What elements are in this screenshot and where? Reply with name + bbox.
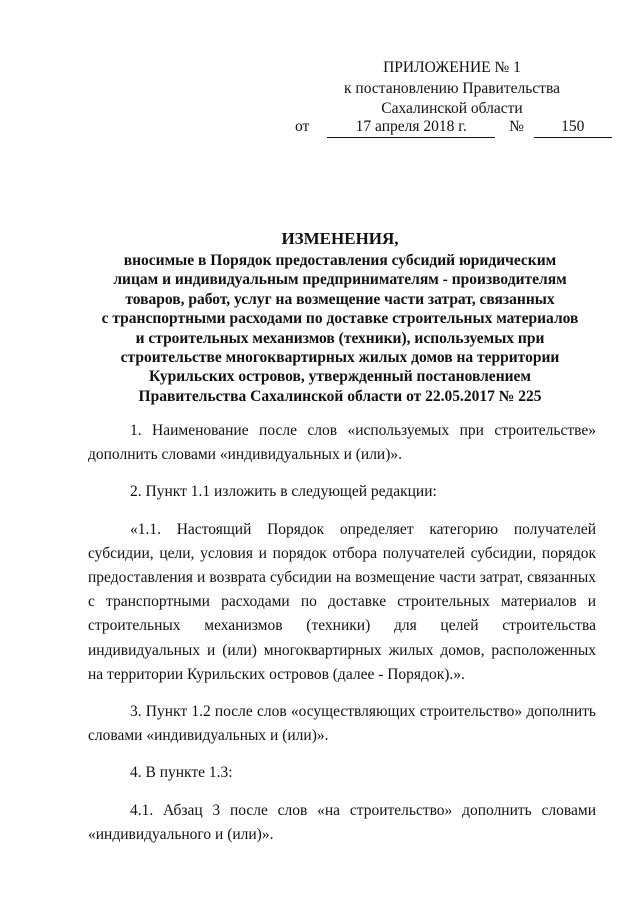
- title-line: вносимые в Порядок предоставления субсидий юридическим: [123, 252, 557, 269]
- document-title: [80, 227, 600, 406]
- title-line: Курильских островов, утвержденный постановлением: [149, 368, 531, 386]
- paragraph-item-4: 4. В пункте 1.3:: [130, 764, 233, 782]
- resolution-date: 17 апреля 2018 г.: [327, 117, 495, 138]
- appendix-region: Сахалинской области: [381, 100, 523, 117]
- appendix-reference: к постановлению Правительства: [344, 79, 560, 97]
- paragraph-quoted-1-1: «1.1. Настоящий Порядок определяет категорию получателей субсидии, цели, условия и порядок отбора получателей субсидии, порядок предоставления и возврата субсидии на возмещение части затрат, связанных с транспортными расходами по доставке строительных материалов и строительных механизмов (техники) для целей строительства индивидуальных и (или) многоквартирных жилых домов, расположенных на территории Курильских островов (далее - Порядок).».: [88, 520, 596, 683]
- number-sign: №: [509, 118, 524, 135]
- appendix-header: [292, 58, 612, 120]
- paragraph-item-2: 2. Пункт 1.1 изложить в следующей редакции:: [130, 483, 437, 501]
- title-line: товаров, работ, услуг на возмещение части затрат, связанных: [125, 290, 555, 308]
- document-body: [88, 419, 596, 860]
- title-line: с транспортными расходами по доставке строительных материалов: [101, 310, 579, 328]
- title-line: и строительных механизмов (техники), используемых при: [135, 329, 545, 347]
- title-subtitle: [80, 251, 600, 406]
- title-line: строительстве многоквартирных жилых домов на территории: [120, 349, 560, 367]
- title-line: Правительства Сахалинской области от 22.05.2017 № 225: [138, 387, 542, 405]
- title-main: ИЗМЕНЕНИЯ,: [281, 229, 399, 248]
- appendix-title: ПРИЛОЖЕНИЕ № 1: [383, 59, 521, 76]
- resolution-date-row: [295, 117, 612, 138]
- title-line: лицам и индивидуальным предпринимателям - производителям: [113, 271, 567, 289]
- paragraph-item-4-1: 4.1. Абзац 3 после слов «на строительство» дополнить словами «индивидуального и (или)».: [88, 801, 596, 843]
- paragraph-item-1: 1. Наименование после слов «используемых при строительстве» дополнить словами «индивидуальных и (или)».: [88, 422, 596, 464]
- resolution-number: 150: [534, 117, 612, 138]
- paragraph-item-3: 3. Пункт 1.2 после слов «осуществляющих строительство» дополнить словами «индивидуальных и (или)».: [88, 703, 596, 745]
- date-prefix: от: [295, 118, 310, 135]
